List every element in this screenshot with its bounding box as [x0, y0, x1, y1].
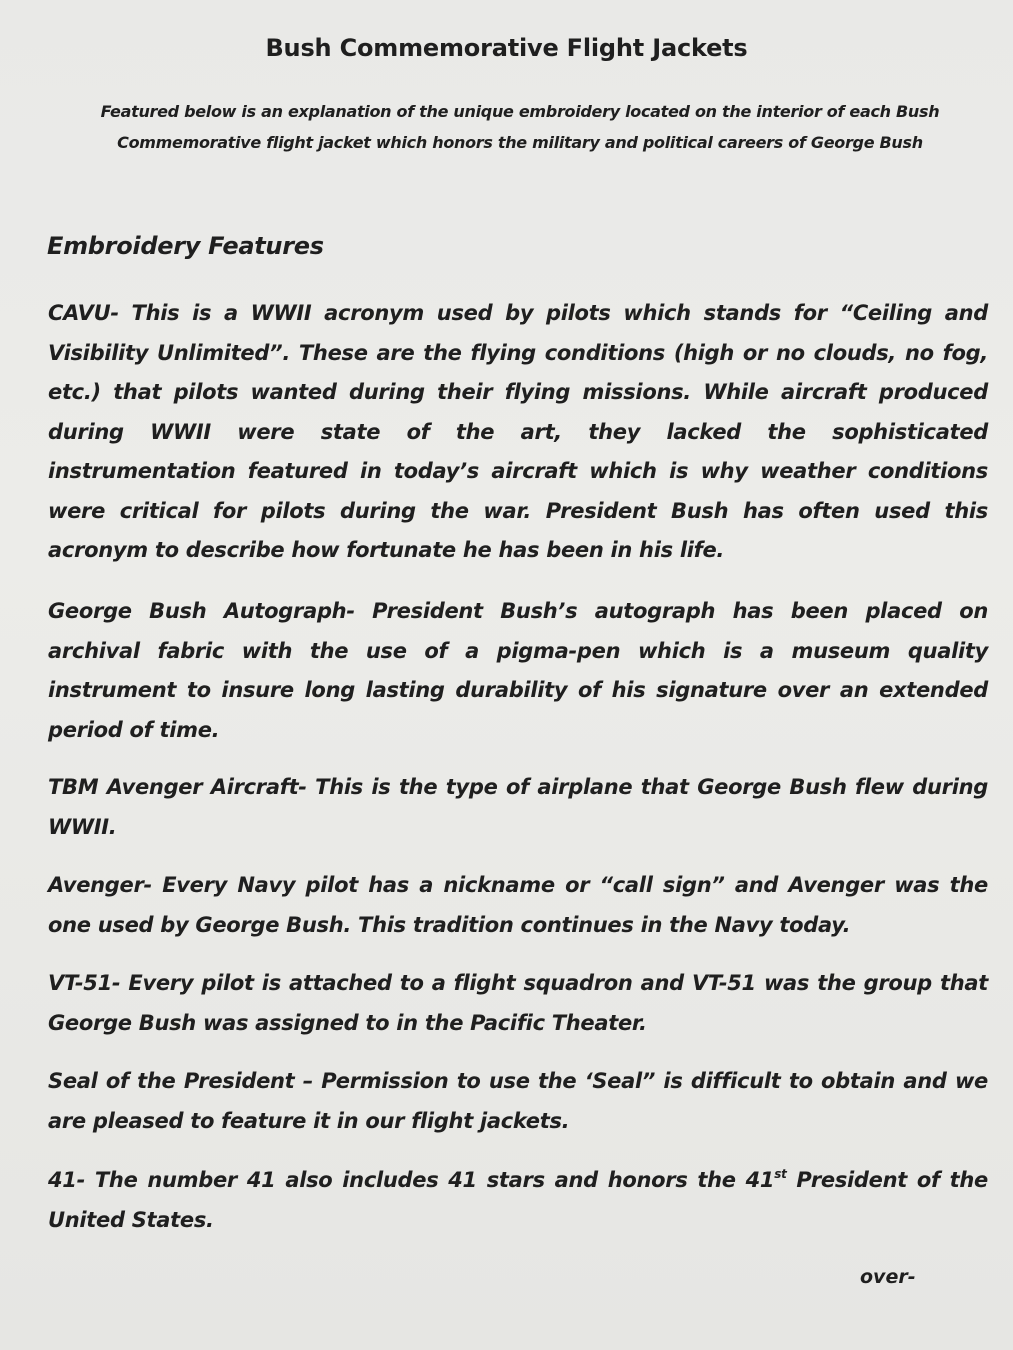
document-intro: Featured below is an explanation of the unique embroidery located on the interior of each Bush Commemorative flight jacket which honors the military and political careers of George Bush	[100, 102, 940, 152]
paragraph-autograph: George Bush Autograph- President Bush’s autograph has been placed on archival fabric with the use of a pigma-pen which is a museum quality instrument to insure long lasting durability of his signature over an extended period of time.	[48, 599, 988, 742]
paragraph-41-text: 41- The number 41 also includes 41 stars and honors the 41	[48, 1168, 775, 1192]
document-title: Bush Commemorative Flight Jackets	[265, 34, 748, 62]
paragraph-avenger: Avenger- Every Navy pilot has a nickname or “call sign” and Avenger was the one used by George Bush. This tradition continues in the Navy today.	[48, 873, 988, 937]
paragraph-cavu: CAVU- This is a WWII acronym used by pilots which stands for “Ceiling and Visibility Unlimited”. These are the flying conditions (high or no clouds, no fog, etc.) that pilots wanted during their flying missions. While aircraft produced during WWII were state of the art, they lacked the sophisticated instrumentation featured in today’s aircraft which is why weather conditions were critical for pilots during the war. President Bush has often used this acronym to describe how fortunate he has been in his life.	[48, 301, 988, 562]
paragraph-seal: Seal of the President – Permission to use the ‘Seal” is difficult to obtain and we are pleased to feature it in our flight jackets.	[48, 1069, 988, 1133]
section-heading: Embroidery Features	[47, 232, 324, 260]
paragraph-41	[48, 1161, 988, 1240]
ordinal-suffix: st	[774, 1167, 787, 1181]
paragraph-tbm-avenger: TBM Avenger Aircraft- This is the type of airplane that George Bush flew during WWII.	[48, 775, 988, 839]
continue-note: over-	[860, 1266, 916, 1288]
paragraph-41-text-end: President of the United States.	[48, 1168, 988, 1232]
paragraph-vt51: VT-51- Every pilot is attached to a flight squadron and VT-51 was the group that George Bush was assigned to in the Pacific Theater.	[48, 971, 988, 1035]
